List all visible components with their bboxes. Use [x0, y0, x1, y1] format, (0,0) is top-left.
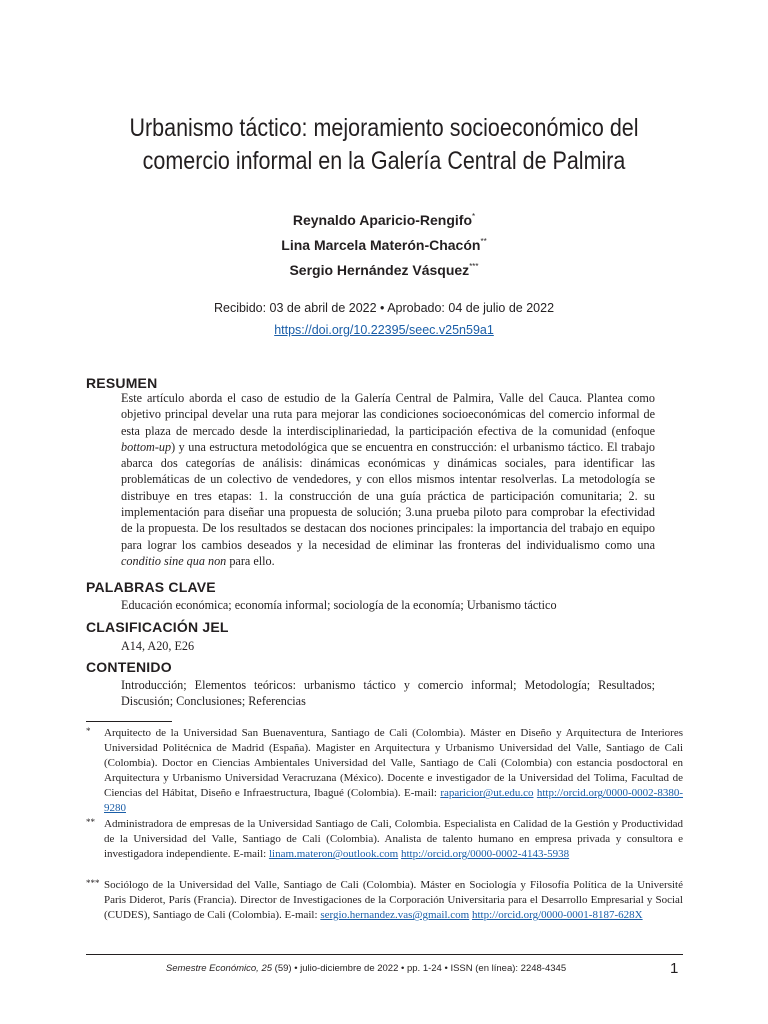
footnote-bio: Arquitecto de la Universidad San Buenaventura, Santiago de Cali (Colombia). Máster en Diseño y Arquitectura de Interiores Universidad Politécnica de Madrid (España). Magister en Arquitectura y Urbanismo Universidad del Valle, Santiago de Cali (Colombia). Doctor en Ciencias Ambientales Universidad del Valle, Santiago de Cali (Colombia) con estancia posdoctoral en Arquitectura y Urbanismo Universidad Veracruzana (México). Docente e investigador de la Universidad del Tolima, Facultad de Ciencias del Hábitat, Diseño e Infraestructura, Ibagué (Colombia). E-mail: [104, 727, 683, 800]
author-name: Lina Marcela Materón-Chacón [281, 237, 481, 253]
contents-heading: CONTENIDO [86, 659, 172, 675]
author-3 [60, 256, 708, 281]
abstract-text-part: Este artículo aborda el caso de estudio de la Galería Central de Palmira, Valle del Cauca. Plantea como objetivo principal develar una ruta para mejorar las condiciones socioeconómicas del comercio informal de esta plaza de mercado desde la interdisciplinariedad, la participación efectiva de la comunidad (enfoque [121, 391, 655, 438]
orcid-link[interactable]: http://orcid.org/0000-0002-8380-9280 [104, 787, 683, 815]
abstract-emphasis: bottom-up [121, 439, 172, 454]
footnote-text [104, 726, 683, 817]
abstract-emphasis: conditio sine qua non [121, 553, 227, 568]
abstract-text-part: ) y una estructura metodológica que se encuentra en construcción: el urbanismo táctico. El trabajo abarca dos categorías de análisis: dinámicas económicas y dinámicas sociales, para identificar las problemáticas de un colectivo de vendedores, y con ellos mismos intentar resolverlas. La metodología se distribuye en tres etapas: 1. la construcción de una guía práctica de participación comunitaria; 2. su implementación para diseñar una propuesta de solución; 3.una prueba piloto para comprobar la efectividad de la propuesta. De los resultados se destacan dos nociones principales: la importancia del trabajo en equipo para lograr los cambios deseados y la necesidad de eliminar las fronteras del individualismo como una [121, 439, 655, 552]
keywords-heading: PALABRAS CLAVE [86, 579, 216, 595]
footnote-1 [86, 726, 683, 817]
footnote-bio: Administradora de empresas de la Universidad Santiago de Cali, Colombia. Especialista en Calidad de la Gestión y Productividad de la Universidad del Valle, Santiago de Cali (Colombia). Analista de talento humano en empresa privada y consultora e investigadora independiente. E-mail: [104, 818, 683, 861]
running-footer [86, 963, 646, 974]
keywords-text: Educación económica; economía informal; sociología de la economía; Urbanismo táctico [121, 598, 557, 612]
abstract-text-part: para ello. [226, 553, 275, 568]
footnote-divider [86, 721, 172, 722]
author-footnote-mark[interactable]: *** [469, 262, 479, 271]
author-1 [60, 206, 708, 231]
contents-text: Introducción; Elementos teóricos: urbanismo táctico y comercio informal; Metodología; Resultados; Discusión; Conclusiones; Referencias [121, 678, 655, 709]
orcid-link[interactable]: http://orcid.org/0000-0002-4143-5938 [400, 848, 570, 861]
footnote-3 [86, 878, 683, 923]
footnote-text [104, 878, 683, 923]
author-name: Sergio Hernández Vásquez [289, 262, 470, 278]
orcid-link[interactable]: http://orcid.org/0000-0001-8187-628X [471, 909, 643, 922]
author-footnote-mark[interactable]: * [472, 212, 476, 221]
doi-link[interactable]: https://doi.org/10.22395/seec.v25n59a1 [274, 323, 494, 337]
issue-info: (59) • julio-diciembre de 2022 • pp. 1-24 • ISSN (en línea): 2248-4345 [272, 963, 567, 974]
abstract-heading: RESUMEN [86, 375, 158, 391]
email-link[interactable]: raparicior@ut.edu.co [440, 787, 534, 800]
author-footnote-mark[interactable]: ** [480, 237, 487, 246]
author-name: Reynaldo Aparicio-Rengifo [292, 212, 473, 228]
jel-heading: CLASIFICACIÓN JEL [86, 619, 229, 635]
footnote-text [104, 817, 683, 862]
footnote-mark: *** [86, 878, 100, 888]
received-approved-dates: Recibido: 03 de abril de 2022 • Aprobado: 04 de julio de 2022 [213, 301, 555, 315]
footnote-mark: * [86, 726, 91, 736]
author-list [60, 206, 708, 281]
footnote-mark: ** [86, 817, 95, 827]
footnote-2 [86, 817, 683, 862]
email-link[interactable]: linam.materon@outlook.com [268, 848, 399, 861]
article-title [105, 112, 662, 178]
email-link[interactable]: sergio.hernandez.vas@gmail.com [320, 909, 470, 922]
footer-divider [86, 954, 683, 955]
abstract-text [121, 390, 655, 569]
jel-codes: A14, A20, E26 [121, 639, 195, 653]
footnote-bio: Sociólogo de la Universidad del Valle, Santiago de Cali (Colombia). Máster en Sociología y Filosofía Política de la Université Paris Diderot, París (Francia). Director de Investigaciones de la Corporación Universitaria para el Desarrollo Empresarial y Social (CUDES), Santiago de Cali (Colombia). E-mail: [104, 879, 683, 922]
page-number: 1 [670, 960, 679, 977]
doi [60, 323, 708, 337]
author-2 [60, 231, 708, 256]
journal-name: Semestre Económico, 25 [165, 963, 273, 974]
title-line-2: comercio informal en la Galería Central de Palmira [142, 147, 626, 175]
title-line-1: Urbanismo táctico: mejoramiento socioeconómico del [129, 114, 639, 142]
